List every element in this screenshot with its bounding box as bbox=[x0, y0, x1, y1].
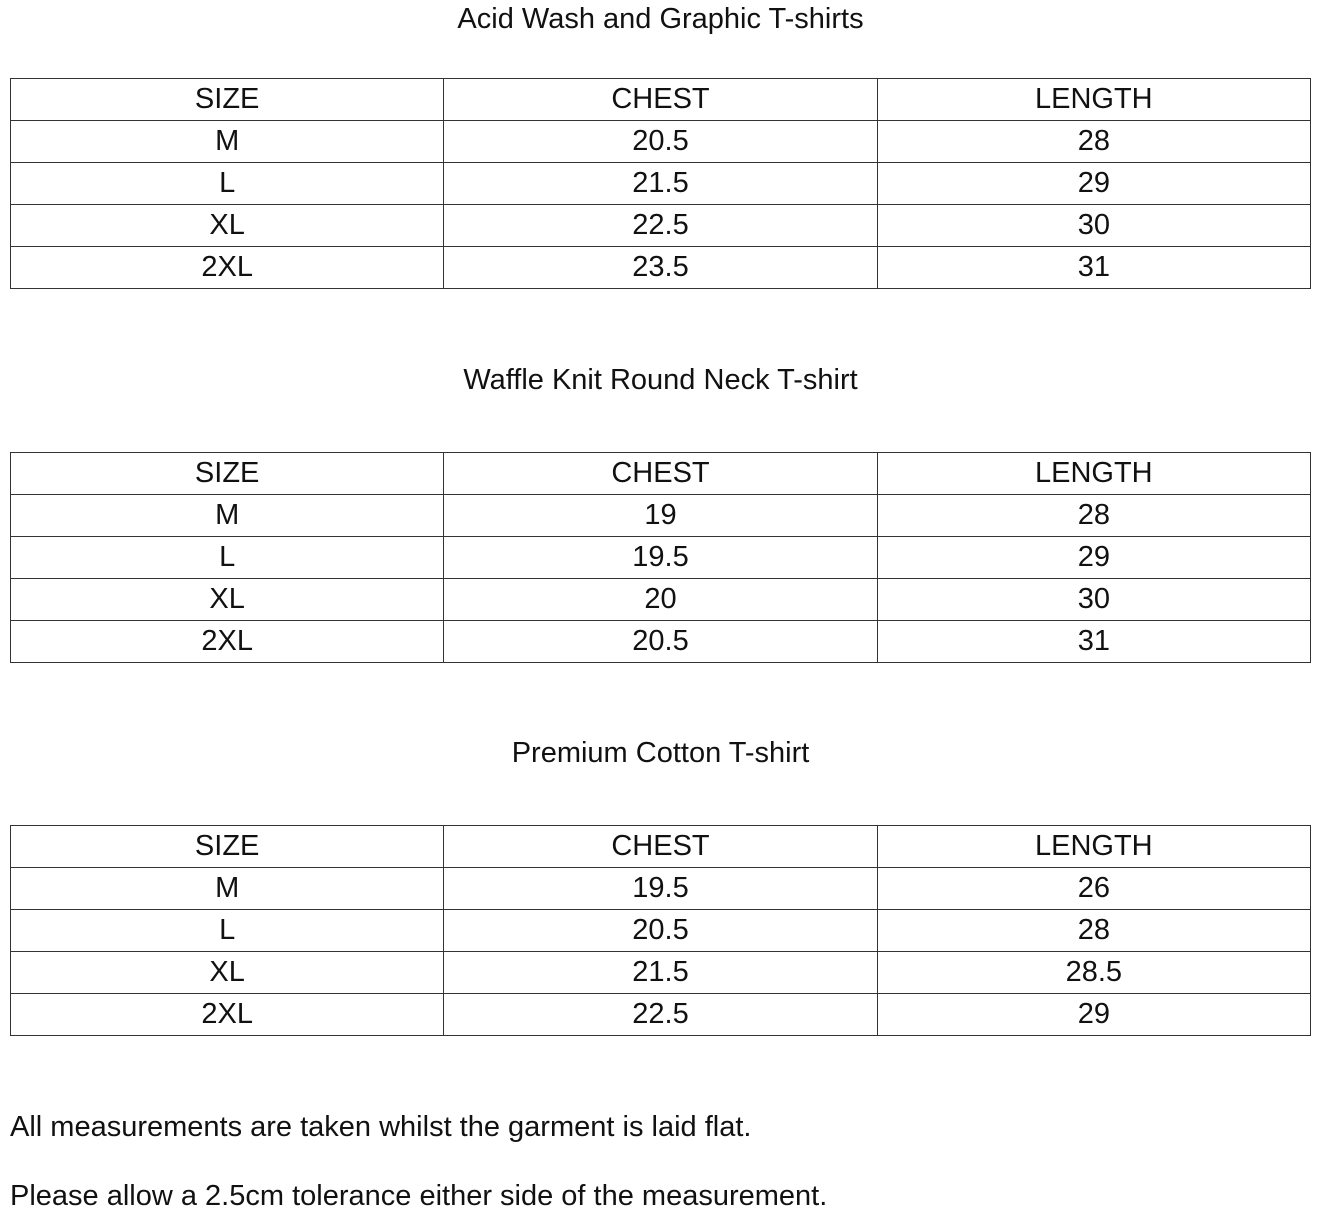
table-row bbox=[11, 247, 1311, 289]
cell-length: 31 bbox=[877, 621, 1310, 663]
table-title: Acid Wash and Graphic T-shirts bbox=[457, 3, 864, 35]
cell-size: XL bbox=[11, 579, 444, 621]
cell-size: 2XL bbox=[11, 621, 444, 663]
cell-chest: 20.5 bbox=[444, 621, 877, 663]
column-header-chest: CHEST bbox=[444, 453, 877, 495]
size-chart-table bbox=[10, 825, 1311, 1036]
cell-length: 29 bbox=[877, 994, 1310, 1036]
cell-size: M bbox=[11, 495, 444, 537]
cell-length: 30 bbox=[877, 579, 1310, 621]
cell-length: 28.5 bbox=[877, 952, 1310, 994]
cell-chest: 21.5 bbox=[444, 952, 877, 994]
table-row bbox=[11, 910, 1311, 952]
cell-size: M bbox=[11, 868, 444, 910]
table-header-row bbox=[11, 453, 1311, 495]
table-row bbox=[11, 952, 1311, 994]
table-row bbox=[11, 994, 1311, 1036]
cell-length: 26 bbox=[877, 868, 1310, 910]
tolerance-note: Please allow a 2.5cm tolerance either side of the measurement. bbox=[10, 1180, 828, 1212]
cell-size: M bbox=[11, 121, 444, 163]
table-row bbox=[11, 163, 1311, 205]
cell-size: XL bbox=[11, 205, 444, 247]
cell-chest: 22.5 bbox=[444, 994, 877, 1036]
cell-chest: 22.5 bbox=[444, 205, 877, 247]
cell-chest: 20 bbox=[444, 579, 877, 621]
table-row bbox=[11, 495, 1311, 537]
cell-chest: 19.5 bbox=[444, 537, 877, 579]
table-title: Premium Cotton T-shirt bbox=[511, 737, 810, 769]
cell-length: 28 bbox=[877, 495, 1310, 537]
cell-length: 28 bbox=[877, 910, 1310, 952]
cell-length: 30 bbox=[877, 205, 1310, 247]
table-title: Waffle Knit Round Neck T-shirt bbox=[463, 364, 858, 396]
cell-size: XL bbox=[11, 952, 444, 994]
column-header-size: SIZE bbox=[11, 826, 444, 868]
column-header-chest: CHEST bbox=[444, 826, 877, 868]
cell-size: L bbox=[11, 910, 444, 952]
cell-chest: 20.5 bbox=[444, 121, 877, 163]
table-row bbox=[11, 205, 1311, 247]
cell-length: 29 bbox=[877, 537, 1310, 579]
cell-size: 2XL bbox=[11, 994, 444, 1036]
size-chart-table bbox=[10, 452, 1311, 663]
column-header-chest: CHEST bbox=[444, 79, 877, 121]
column-header-length: LENGTH bbox=[877, 79, 1310, 121]
column-header-length: LENGTH bbox=[877, 453, 1310, 495]
size-chart-table bbox=[10, 78, 1311, 289]
cell-chest: 23.5 bbox=[444, 247, 877, 289]
cell-length: 28 bbox=[877, 121, 1310, 163]
cell-chest: 19 bbox=[444, 495, 877, 537]
cell-chest: 21.5 bbox=[444, 163, 877, 205]
column-header-size: SIZE bbox=[11, 79, 444, 121]
table-header-row bbox=[11, 826, 1311, 868]
table-row bbox=[11, 579, 1311, 621]
measurement-note: All measurements are taken whilst the garment is laid flat. bbox=[10, 1111, 752, 1143]
cell-length: 31 bbox=[877, 247, 1310, 289]
cell-chest: 19.5 bbox=[444, 868, 877, 910]
table-row bbox=[11, 121, 1311, 163]
cell-length: 29 bbox=[877, 163, 1310, 205]
column-header-length: LENGTH bbox=[877, 826, 1310, 868]
cell-size: L bbox=[11, 163, 444, 205]
table-row bbox=[11, 621, 1311, 663]
table-row bbox=[11, 868, 1311, 910]
cell-chest: 20.5 bbox=[444, 910, 877, 952]
cell-size: 2XL bbox=[11, 247, 444, 289]
column-header-size: SIZE bbox=[11, 453, 444, 495]
table-row bbox=[11, 537, 1311, 579]
table-header-row bbox=[11, 79, 1311, 121]
cell-size: L bbox=[11, 537, 444, 579]
